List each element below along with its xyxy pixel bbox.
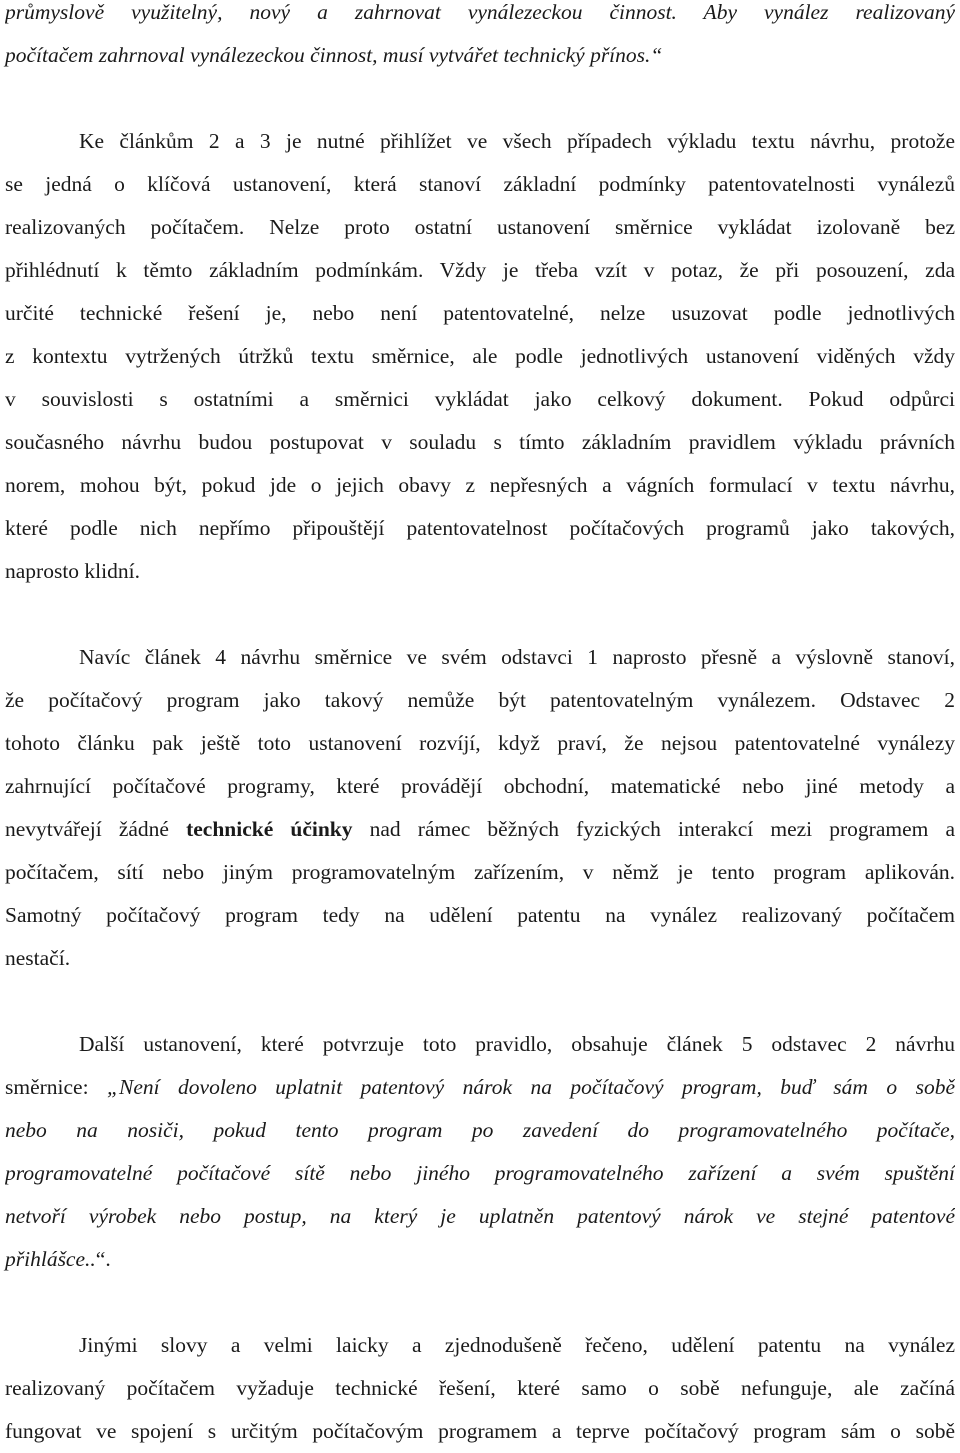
text-line: určité technické řešení je, nebo není patentovatelné, nelze usuzovat podle jednotlivých (5, 301, 955, 325)
text-line: nestačí. (5, 946, 71, 970)
text-line: Samotný počítačový program tedy na udělení patentu na vynález realizovaný počítačem (5, 903, 955, 927)
text-line: které podle nich nepřímo připouštějí patentovatelnost počítačových programů jako takových, (5, 516, 955, 540)
text-line: Další ustanovení, které potvrzuje toto pravidlo, obsahuje článek 5 odstavec 2 návrhu (79, 1032, 955, 1056)
paragraph-intro-quote (5, 0, 955, 77)
text-line: naprosto klidní. (5, 559, 140, 583)
text-run: směrnice: (5, 1075, 108, 1099)
text-line: Jinými slovy a velmi laicky a zjednodušeně řečeno, udělení patentu na vynález (79, 1333, 955, 1357)
paragraph-article-5 (5, 1023, 955, 1281)
text-line: tohoto článku pak ještě toto ustanovení rozvíjí, když praví, že nejsou patentovatelné vynálezy (5, 731, 955, 755)
text-line: realizovaný počítačem vyžaduje technické řešení, které samo o sobě nefunguje, ale začíná (5, 1376, 955, 1400)
text-line (5, 1238, 955, 1281)
text-line: realizovaných počítačem. Nelze proto ostatní ustanovení směrnice vykládat izolovaně bez (5, 215, 955, 239)
text-line: zahrnující počítačové programy, které provádějí obchodní, matematické nebo jiné metody a (5, 774, 955, 798)
text-line: Ke článkům 2 a 3 je nutné přihlížet ve všech případech výkladu textu návrhu, protože (79, 129, 955, 153)
text-line (5, 1066, 955, 1109)
text-line: současného návrhu budou postupovat v souladu s tímto základním pravidlem výkladu právních (5, 430, 955, 454)
text-line: se jedná o klíčová ustanovení, která stanoví základní podmínky patentovatelnosti vynálezů (5, 172, 955, 196)
text-line: netvoří výrobek nebo postup, na který je uplatněn patentový nárok ve stejné patentové (5, 1204, 955, 1228)
text-line (5, 808, 955, 851)
text-line: fungovat ve spojení s určitým počítačovým programem a teprve počítačový program sám o sobě (5, 1419, 955, 1443)
text-run: nad rámec běžných fyzických interakcí mezi programem a (352, 817, 955, 841)
text-line: Navíc článek 4 návrhu směrnice ve svém odstavci 1 naprosto přesně a výslovně stanoví, (79, 645, 955, 669)
text-line: nebo na nosiči, pokud tento program po zavedení do programovatelného počítače, (5, 1118, 955, 1142)
quoted-text: „Není dovoleno uplatnit patentový nárok na počítačový program, buď sám o sobě (107, 1075, 955, 1099)
text-line: norem, mohou být, pokud jde o jejich obavy z nepřesných a vágních formulací v textu návrhu, (5, 473, 955, 497)
text-line: počítačem zahrnoval vynálezeckou činnost, musí vytvářet technický přínos.“ (5, 43, 663, 67)
text-line: přihlédnutí k těmto základním podmínkám. Vždy je třeba vzít v potaz, že při posouzení, zda (5, 258, 955, 282)
text-line: programovatelné počítačové sítě nebo jiného programovatelného zařízení a svém spuštění (5, 1161, 955, 1185)
text-run: “. (95, 1247, 111, 1271)
text-line: že počítačový program jako takový nemůže být patentovatelným vynálezem. Odstavec 2 (5, 688, 955, 712)
text-line: počítačem, sítí nebo jiným programovatelným zařízením, v němž je tento program aplikován. (5, 860, 955, 884)
text-run: nevytvářejí žádné (5, 817, 187, 841)
text-line: z kontextu vytržených útržků textu směrnice, ale podle jednotlivých ustanovení viděných vždy (5, 344, 955, 368)
paragraph-summary (5, 1324, 955, 1453)
paragraph-article-4 (5, 636, 955, 980)
document-page (5, 0, 955, 1453)
text-line: v souvislosti s ostatními a směrnici vykládat jako celkový dokument. Pokud odpůrci (5, 387, 955, 411)
text-line: průmyslově využitelný, nový a zahrnovat vynálezeckou činnost. Aby vynález realizovaný (5, 0, 955, 24)
quoted-text: přihlášce.. (5, 1247, 96, 1271)
bold-term: technické účinky (186, 817, 353, 841)
paragraph-articles-2-3 (5, 120, 955, 593)
